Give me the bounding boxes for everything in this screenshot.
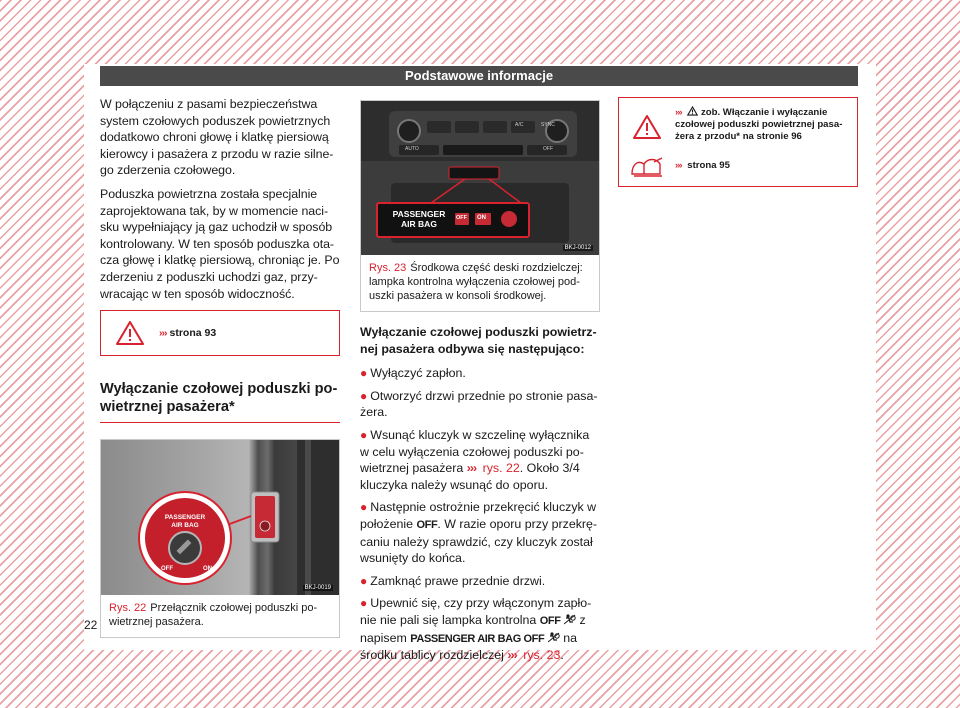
console-illustration xyxy=(361,101,599,255)
step-6-text-a: Upewnić się, czy przy włączonym zapło-nie nie pali się lampka kontrolna xyxy=(360,596,592,627)
figure-22-caption-text: Przełącznik czołowej poduszki po-wietrznej pasażera. xyxy=(109,602,318,629)
lamp-off-label: OFF xyxy=(456,215,467,221)
lamp-on-label: ON xyxy=(477,215,486,221)
warning-page-link[interactable] xyxy=(159,327,216,339)
bullet-icon: ● xyxy=(360,500,368,515)
step-4 xyxy=(360,499,600,566)
page-header: Podstawowe informacje xyxy=(100,66,858,86)
figure-22 xyxy=(100,439,340,638)
airbag-off-icon xyxy=(564,614,576,625)
figure-23-caption-text: Środkowa część deski rozdzielczej: lampka kontrolna wyłączenia czołowej pod-uszki pasażera w konsoli środkowej. xyxy=(369,262,583,302)
bullet-icon: ● xyxy=(360,596,368,611)
step-3-text-b: . Około 3/4 kluczyka należy wsunąć do oporu. xyxy=(360,461,580,492)
step-3 xyxy=(360,427,600,493)
fig-23-link[interactable] xyxy=(507,648,560,662)
warning-triangle-icon xyxy=(632,114,662,140)
step-6 xyxy=(360,595,600,663)
figure-23-code: BKJ-0012 xyxy=(564,245,591,251)
switch-label-passenger: PASSENGER xyxy=(164,514,206,522)
note-ref-text: strona 95 xyxy=(687,160,730,171)
figure-22-caption xyxy=(101,595,339,637)
chevron-icon: ››› xyxy=(466,461,477,476)
chevron-icon: ››› xyxy=(507,648,517,663)
step-6-end: . xyxy=(560,648,564,663)
fig-23-link-text: rys. 23 xyxy=(523,648,561,663)
warning-ref-text: strona 93 xyxy=(169,327,217,340)
section-title: Wyłączanie czołowej poduszki po-wietrznej pasażera* xyxy=(100,380,340,423)
fig-22-link-text: rys. 22 xyxy=(482,461,520,476)
step-6-text-b: z napisem xyxy=(360,612,586,645)
switch-label-airbag: AIR BAG xyxy=(171,522,199,530)
chevron-icon: ››› xyxy=(159,327,167,340)
passenger-airbag-off-indicator: PASSENGER AIR BAG OFF xyxy=(410,632,545,645)
bullet-icon: ● xyxy=(360,573,368,588)
step-1-text: Wyłączyć zapłon. xyxy=(370,366,466,381)
airbag-switch-illustration xyxy=(101,440,339,595)
warning-box xyxy=(100,310,340,356)
warning-note-text: zob. Włączanie i wyłączanie czołowej poduszki powietrznej pasa-żera z przodu* na stronie 96 xyxy=(675,107,843,142)
figure-22-label: Rys. 22 xyxy=(109,602,147,615)
console-btn-ac: A/C xyxy=(515,122,524,128)
figure-22-code: BKJ-0019 xyxy=(304,585,331,592)
figure-23-label: Rys. 23 xyxy=(369,262,407,274)
figure-23-photo xyxy=(361,101,599,255)
column-left xyxy=(100,96,340,638)
step-5-text: Zamknąć prawe przednie drzwi. xyxy=(370,573,546,588)
switch-off-label: OFF xyxy=(161,566,173,573)
lamp-label-passenger: PASSENGER xyxy=(392,209,446,219)
warning-triangle-icon xyxy=(115,320,145,346)
console-btn-auto: AUTO xyxy=(405,146,419,152)
warning-small-icon xyxy=(687,106,698,116)
step-2 xyxy=(360,388,600,421)
column-middle xyxy=(360,100,600,670)
off-indicator: OFF xyxy=(416,518,438,531)
off-indicator: OFF xyxy=(539,614,561,627)
step-2-text: Otworzyć drzwi przednie po stronie pasa-żera. xyxy=(360,388,598,420)
airbag-paragraph: Poduszka powietrzna została specjalnie zaprojektowana tak, by w momencie naci-sku wypełniający ją gaz uchodził w sposób kontrolowany. W ten sposób poduszka ota-cza głowę i klatkę piersiową, chroniąc je. Po zderzeniu z poduszki uchodzi gaz, przy-wracając w ten sposób widoczność. xyxy=(100,186,340,301)
environment-note-icon xyxy=(630,156,664,178)
step-3-text-a: Wsunąć kluczyk w szczelinę wyłącznika w celu wyłączenia czołowej poduszki po-wietrznej pasażera xyxy=(360,427,590,476)
column-right xyxy=(618,97,860,187)
procedure-heading: Wyłączanie czołowej poduszki powietrz-nej pasażera odbywa się następująco: xyxy=(360,325,597,356)
warning-note-box xyxy=(618,97,858,187)
step-5 xyxy=(360,573,600,590)
page-number: 22 xyxy=(84,618,98,632)
chevron-icon: ››› xyxy=(675,160,682,171)
airbag-off-icon xyxy=(548,632,560,643)
fig-22-link[interactable] xyxy=(467,461,520,475)
intro-paragraph: W połączeniu z pasami bezpieczeństwa system czołowych poduszek powietrznych dodatkowo chroni głowę i klatkę piersiową kierowcy i pasażera z przodu w razie silne-go zderzenia czołowego. xyxy=(100,97,334,178)
figure-22-photo xyxy=(101,440,339,595)
bullet-icon: ● xyxy=(360,427,368,442)
console-btn-off: OFF xyxy=(543,146,553,152)
console-btn-sync: SYNC xyxy=(541,122,555,128)
lamp-label-airbag: AIR BAG xyxy=(401,219,437,229)
step-4-text-b: . W razie oporu przy przekrę-caniu należy sprawdzić, czy kluczyk został wsunięty do końca. xyxy=(360,516,598,566)
switch-on-label: ON xyxy=(203,566,212,573)
figure-23 xyxy=(360,100,600,312)
figure-23-caption xyxy=(361,255,599,311)
bullet-icon: ● xyxy=(360,388,368,403)
warning-note-link[interactable] xyxy=(675,106,855,143)
step-1 xyxy=(360,365,600,382)
note-page-link[interactable] xyxy=(675,156,855,172)
step-4-text-a: Następnie ostrożnie przekręcić kluczyk w położenie xyxy=(360,500,597,531)
bullet-icon: ● xyxy=(360,366,368,381)
step-6-text-c: na środku tablicy rozdzielczej xyxy=(360,630,577,663)
chevron-icon: ››› xyxy=(675,107,682,118)
